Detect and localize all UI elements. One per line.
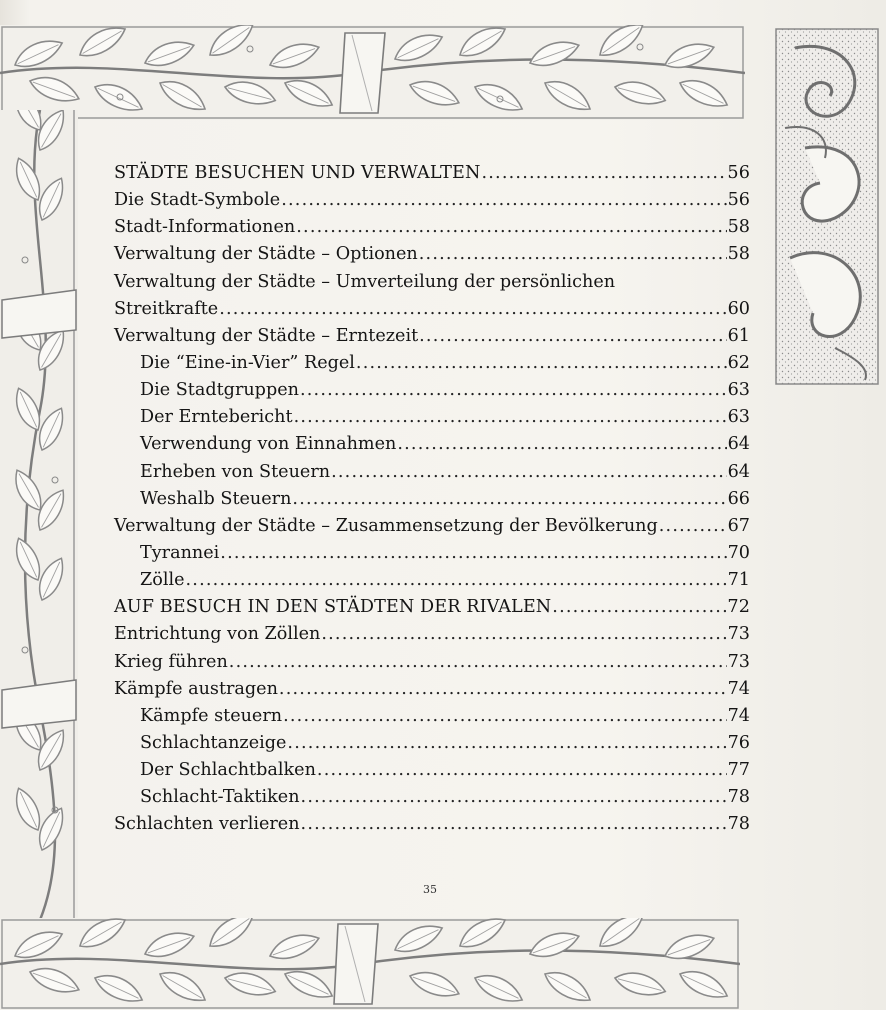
laurel-border-left <box>0 110 78 920</box>
toc-entry <box>114 269 750 296</box>
dot-leader <box>185 567 726 594</box>
toc-entry <box>114 730 750 757</box>
dot-leader <box>659 513 727 540</box>
toc-entry-page-number: 78 <box>727 814 750 835</box>
acanthus-ornament-panel <box>775 28 879 385</box>
dot-leader <box>283 703 727 730</box>
toc-entry-title: Verwaltung der Städte – Erntezeit <box>114 325 419 346</box>
toc-entry-page-number: 77 <box>727 760 750 781</box>
dot-leader <box>300 377 727 404</box>
dot-leader <box>281 187 726 214</box>
dot-leader <box>294 404 727 431</box>
dot-leader <box>219 296 726 323</box>
toc-entry <box>114 540 750 567</box>
toc-entry-title: Verwaltung der Städte – Optionen <box>114 244 418 265</box>
toc-entry <box>114 160 750 187</box>
toc-entry <box>114 513 750 540</box>
toc-entry-page-number: 72 <box>727 597 750 618</box>
toc-entry <box>114 459 750 486</box>
toc-entry-page-number: 58 <box>727 244 750 265</box>
toc-entry-page-number: 67 <box>727 515 750 536</box>
laurel-border-top <box>0 25 745 120</box>
toc-entry-title: Stadt-Informationen <box>114 217 296 238</box>
toc-entry-title: Die “Eine-in-Vier” Regel <box>140 352 355 373</box>
toc-entry <box>114 676 750 703</box>
toc-entry-title: Die Stadt-Symbole <box>114 190 281 211</box>
toc-entry <box>114 784 750 811</box>
toc-entry-page-number: 70 <box>727 542 750 563</box>
page-number: 35 <box>423 883 437 896</box>
toc-entry <box>114 811 750 838</box>
dot-leader <box>301 811 727 838</box>
toc-entry-page-number: 74 <box>727 705 750 726</box>
toc-entry-page-number: 56 <box>727 163 750 183</box>
toc-entry-page-number: 64 <box>727 434 750 455</box>
toc-entry-title: Krieg führen <box>114 651 228 672</box>
toc-entry-title: Die Stadtgruppen <box>140 380 299 401</box>
toc-entry <box>114 377 750 404</box>
toc-entry-title: Der Erntebericht <box>140 407 293 428</box>
toc-entry-title: Verwaltung der Städte – Umverteilung der persönlichen <box>114 271 616 292</box>
toc-entry-title: Zölle <box>140 570 185 591</box>
toc-entry-title: Kämpfe austragen <box>114 678 278 699</box>
toc-entry-page-number: 63 <box>727 380 750 401</box>
toc-entry-page-number: 73 <box>727 651 750 672</box>
toc-entry-title: STÄDTE BESUCHEN UND VERWALTEN <box>114 163 481 183</box>
toc-entry-page-number: 61 <box>727 325 750 346</box>
dot-leader <box>287 730 726 757</box>
toc-entry <box>114 241 750 268</box>
toc-entry <box>114 567 750 594</box>
dot-leader <box>317 757 727 784</box>
toc-entry <box>114 323 750 350</box>
dot-leader <box>279 676 727 703</box>
toc-entry-page-number: 74 <box>727 678 750 699</box>
dot-leader <box>229 649 727 676</box>
toc-entry-page-number: 63 <box>727 407 750 428</box>
toc-entry-title: Weshalb Steuern <box>140 488 292 509</box>
toc-entry-title: Kämpfe steuern <box>140 705 283 726</box>
toc-entry <box>114 757 750 784</box>
dot-leader <box>220 540 726 567</box>
toc-entry-title: Schlacht-Taktiken <box>140 787 300 808</box>
dot-leader <box>481 160 726 187</box>
toc-entry-title: Verwaltung der Städte – Zusammensetzung der Bevölkerung <box>114 515 658 536</box>
dot-leader <box>292 486 726 513</box>
toc-entry <box>114 404 750 431</box>
dot-leader <box>331 459 727 486</box>
dot-leader <box>301 784 727 811</box>
toc-entry <box>114 703 750 730</box>
dot-leader <box>397 431 726 458</box>
toc-entry-title: Tyrannei <box>140 542 220 563</box>
dot-leader <box>419 241 727 268</box>
toc-entry-title: Streitkrafte <box>114 298 219 319</box>
dot-leader <box>296 214 726 241</box>
laurel-border-bottom <box>0 918 740 1010</box>
toc-entry <box>114 486 750 513</box>
toc-entry-page-number: 76 <box>727 732 750 753</box>
toc-entry-page-number: 66 <box>727 488 750 509</box>
toc-entry-title: Schlachtanzeige <box>140 732 287 753</box>
toc-entry <box>114 296 750 323</box>
toc-entry-title: Der Schlachtbalken <box>140 760 316 781</box>
dot-leader <box>321 621 726 648</box>
dot-leader <box>552 594 726 621</box>
toc-entry-page-number: 78 <box>727 787 750 808</box>
toc-entry-title: AUF BESUCH IN DEN STÄDTEN DER RIVALEN <box>114 597 552 618</box>
toc-entry-title: Erheben von Steuern <box>140 461 331 482</box>
toc-entry <box>114 187 750 214</box>
toc-entry <box>114 649 750 676</box>
dot-leader <box>419 323 726 350</box>
toc-entry <box>114 594 750 621</box>
toc-entry <box>114 431 750 458</box>
table-of-contents <box>114 160 750 839</box>
toc-entry-page-number: 56 <box>727 190 750 211</box>
toc-entry-page-number: 71 <box>727 570 750 591</box>
toc-entry <box>114 621 750 648</box>
toc-entry-page-number: 58 <box>727 217 750 238</box>
toc-entry-page-number: 73 <box>727 624 750 645</box>
toc-entry-title: Entrichtung von Zöllen <box>114 624 321 645</box>
toc-entry-page-number: 60 <box>727 298 750 319</box>
toc-entry <box>114 214 750 241</box>
toc-entry-title: Verwendung von Einnahmen <box>140 434 397 455</box>
toc-entry-title: Schlachten verlieren <box>114 814 300 835</box>
toc-entry-page-number: 62 <box>727 352 750 373</box>
toc-entry-page-number: 64 <box>727 461 750 482</box>
toc-entry <box>114 350 750 377</box>
dot-leader <box>356 350 727 377</box>
